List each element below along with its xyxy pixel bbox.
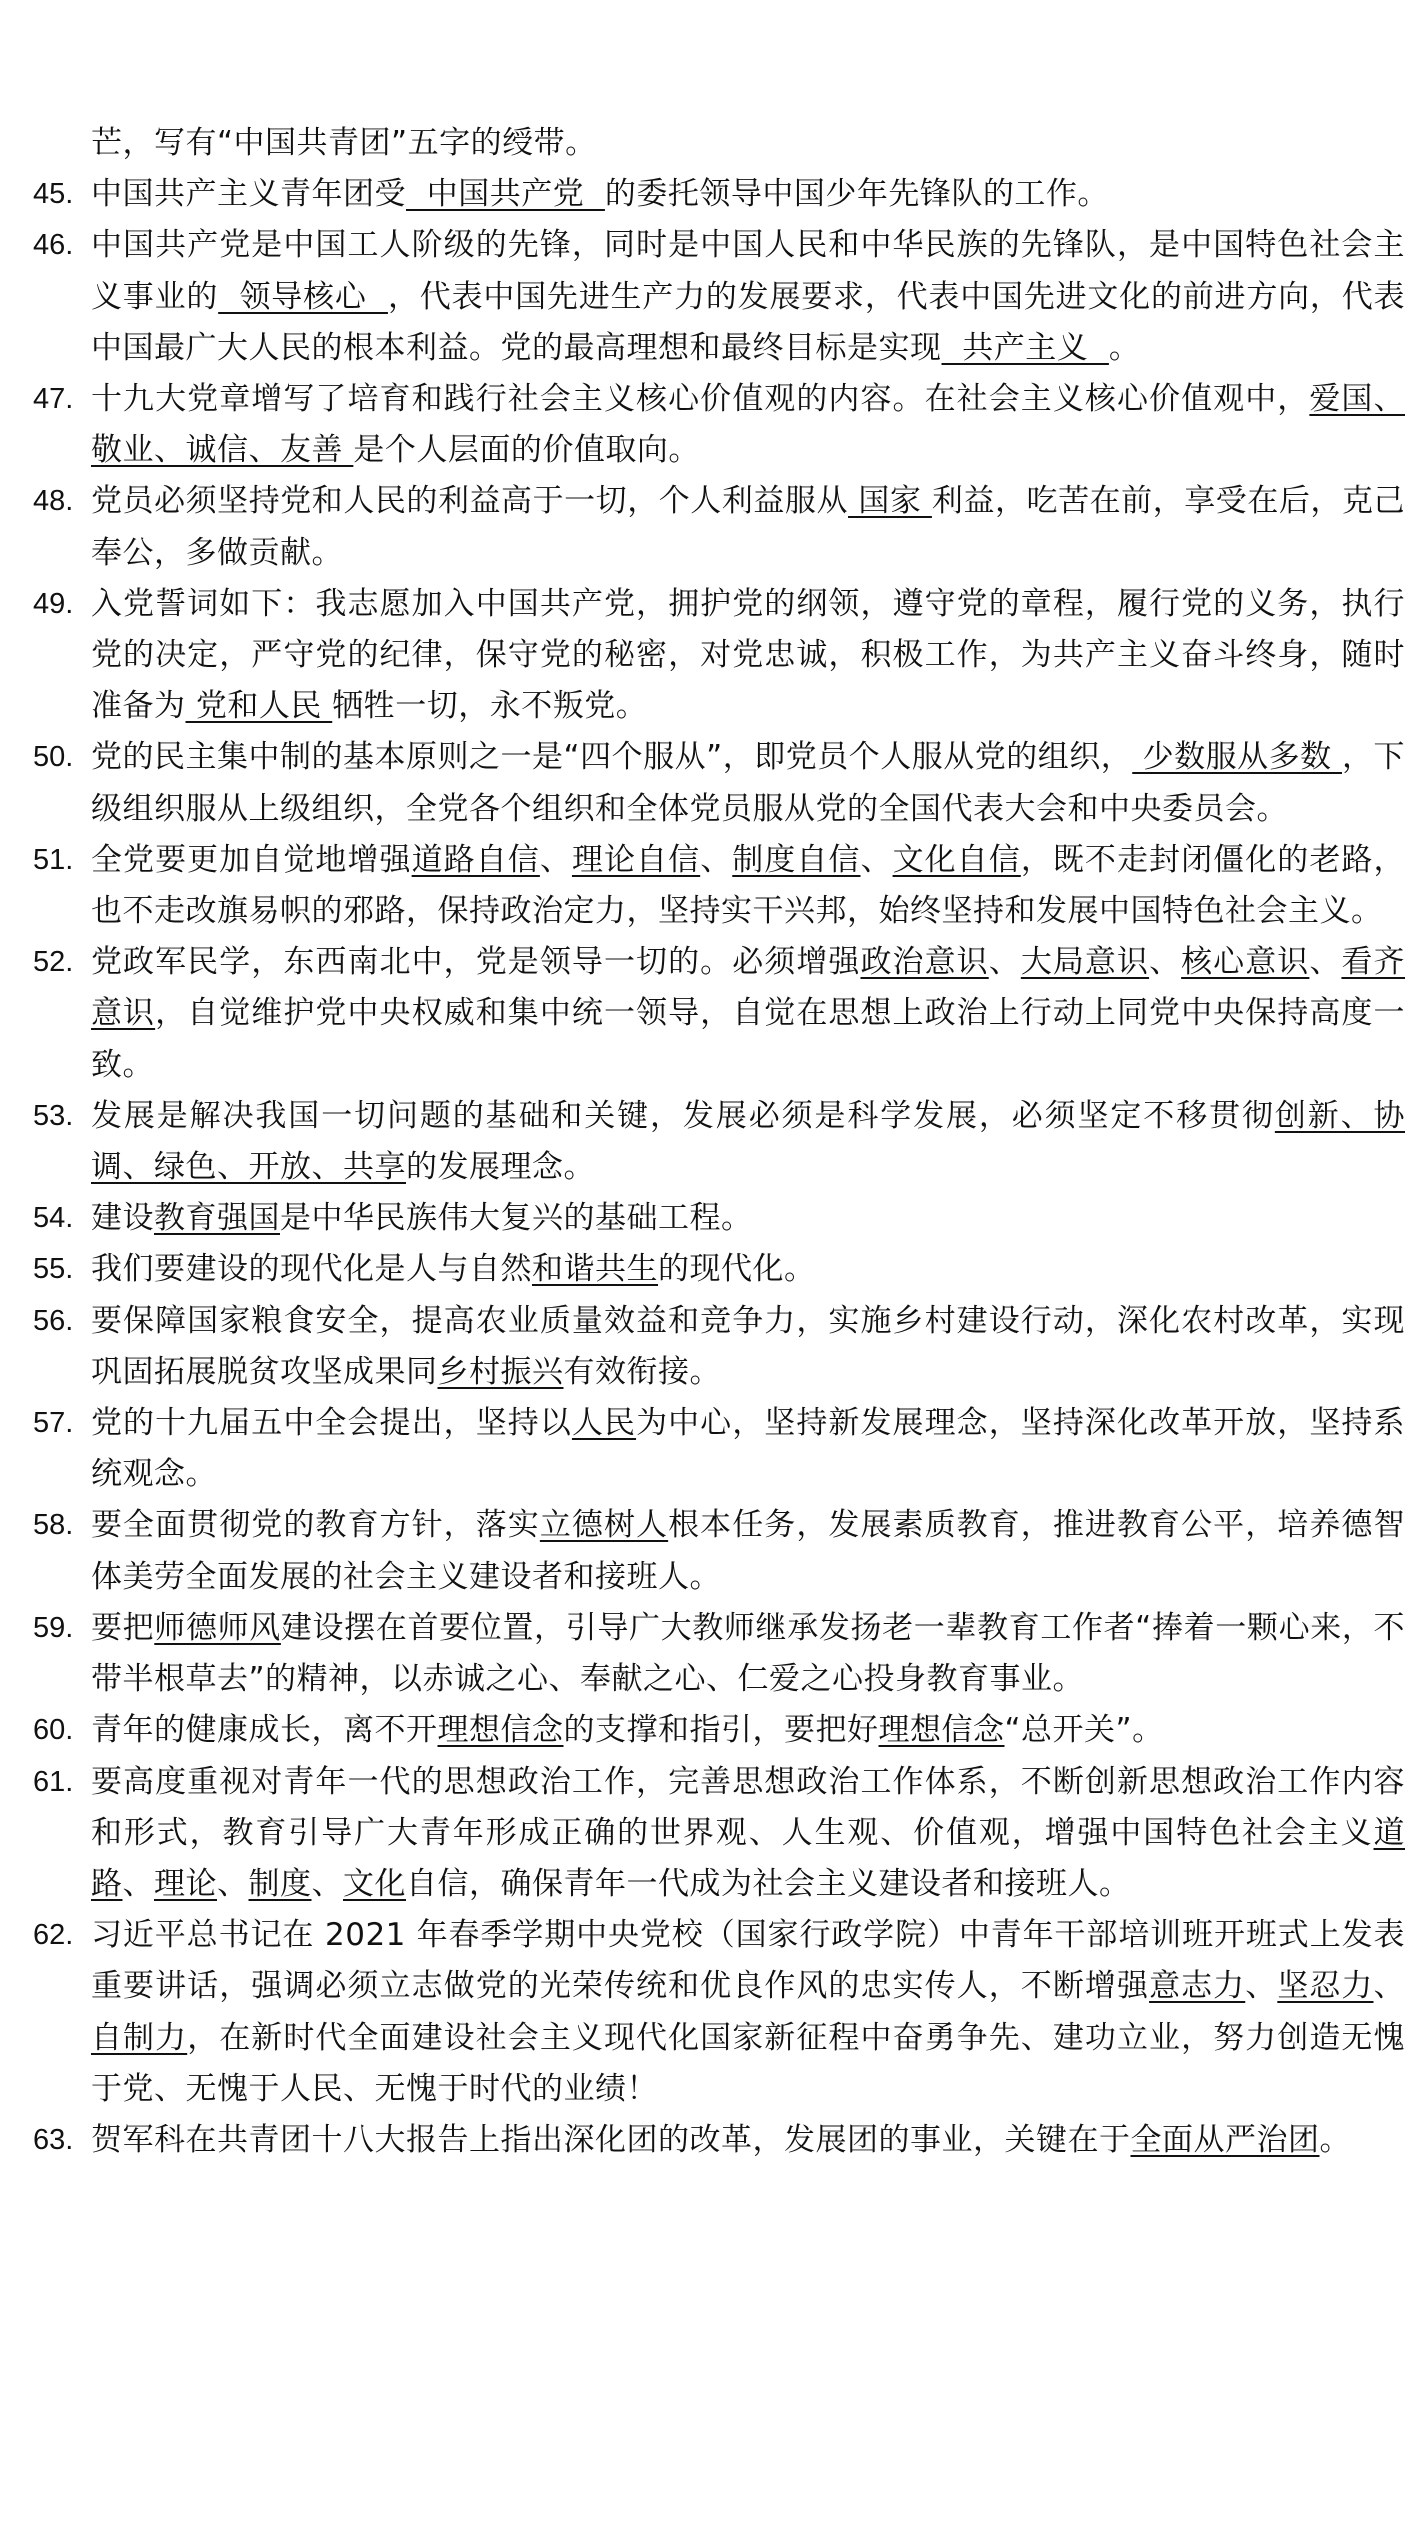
- answer-underlined: 政治意识: [860, 944, 989, 981]
- question-number: 59.: [33, 1611, 74, 1644]
- question-item-52: [0, 937, 1425, 1091]
- question-text: ，在新时代全面建设社会主义现代化国家新征程中奋勇争先、建功立业，努力创造无愧于党、无愧于人民、无愧于时代的业绩！: [91, 2019, 1405, 2107]
- question-text: 要保障国家粮食安全，提高农业质量效益和竞争力，实施乡村建设行动，深化农村改革，实现巩固拓展脱贫攻坚成果同: [91, 1302, 1405, 1390]
- answer-underlined: 共产主义: [941, 329, 1109, 366]
- answer-underlined: 核心意识: [1181, 944, 1310, 981]
- answer-underlined: 看齐意识: [91, 944, 1405, 1032]
- answer-underlined: 理论: [154, 1865, 217, 1902]
- question-text: 十九大党章增写了培育和践行社会主义核心价值观的内容。在社会主义核心价值观中，: [91, 381, 1310, 418]
- question-text: 的现代化。: [658, 1251, 816, 1288]
- question-text: 党政军民学，东西南北中，党是领导一切的。必须增强: [91, 944, 861, 981]
- question-number: 56.: [33, 1304, 74, 1337]
- question-item-60: [0, 1705, 1425, 1756]
- answer-underlined: 道路: [91, 1814, 1405, 1902]
- answer-underlined: 爱国、敬业、诚信、友善: [91, 381, 1405, 469]
- question-text: 自信，确保青年一代成为社会主义建设者和接班人。: [406, 1865, 1131, 1902]
- question-text: 党员必须坚持党和人民的利益高于一切，个人利益服从: [91, 483, 849, 520]
- answer-underlined: 自制力: [91, 2019, 188, 2056]
- question-item-51: [0, 835, 1425, 937]
- question-item-56: [0, 1296, 1425, 1398]
- question-item-45: [0, 169, 1425, 220]
- answer-underlined: 意志力: [1149, 1968, 1246, 2005]
- answer-underlined: 人民: [571, 1405, 637, 1442]
- question-text: “总开关”。: [1004, 1712, 1164, 1749]
- answer-underlined: 坚忍力: [1277, 1968, 1374, 2005]
- answer-underlined: 大局意识: [1020, 944, 1150, 981]
- question-item-59: [0, 1603, 1425, 1705]
- question-text: 要全面贯彻党的教育方针，落实: [91, 1507, 540, 1544]
- question-text: ，自觉维护党中央权威和集中统一领导，自觉在思想上政治上行动上同党中央保持高度一致。: [91, 995, 1405, 1083]
- question-text: 我们要建设的现代化是人与自然: [91, 1251, 532, 1288]
- question-text: 、: [1149, 944, 1182, 981]
- question-text: 的发展理念。: [406, 1149, 595, 1186]
- question-number: 61.: [33, 1765, 74, 1798]
- question-number: 46.: [33, 229, 74, 262]
- question-text: 、: [122, 1865, 154, 1902]
- question-number: 53.: [33, 1099, 74, 1132]
- answer-underlined: 乡村振兴: [437, 1353, 564, 1390]
- answer-underlined: 少数服从多数: [1132, 739, 1342, 776]
- question-text: 、: [311, 1865, 343, 1902]
- question-text: 。: [1319, 2121, 1351, 2158]
- question-number: 49.: [33, 587, 74, 620]
- question-text: 。: [1108, 329, 1141, 366]
- question-text: 、: [1245, 1968, 1278, 2005]
- question-item-47: [0, 374, 1425, 476]
- question-number: 62.: [33, 1919, 74, 1952]
- question-text: 根本任务，发展素质教育，推进教育公平，培养德智体美劳全面发展的社会主义建设者和接班人。: [91, 1507, 1405, 1595]
- question-item-46: [0, 220, 1425, 374]
- question-text: 是中华民族伟大复兴的基础工程。: [280, 1200, 753, 1237]
- question-text: 入党誓词如下：我志愿加入中国共产党，拥护党的纲领，遵守党的章程，履行党的义务，执行党的决定，严守党的纪律，保守党的秘密，对党忠诚，积极工作，为共产主义奋斗终身，随时准备为: [91, 585, 1405, 725]
- question-item-57: [0, 1398, 1425, 1500]
- question-text: 的支撑和指引，要把好: [563, 1712, 879, 1749]
- answer-underlined: 全面从严治团: [1130, 2121, 1320, 2158]
- question-number: 54.: [33, 1202, 74, 1235]
- question-item-63: [0, 2115, 1425, 2166]
- question-text: 芒，写有“中国共青团”五字的绶带。: [91, 125, 597, 161]
- answer-underlined: 党和人民: [185, 688, 333, 725]
- question-text: 、: [1309, 944, 1342, 981]
- answer-underlined: 师德师风: [154, 1609, 281, 1646]
- question-text: 为中心，坚持新发展理念，坚持深化改革开放，坚持系统观念。: [91, 1405, 1405, 1493]
- question-text: 中国共产党是中国工人阶级的先锋，同时是中国人民和中华民族的先锋队，是中国特色社会主义事业的: [91, 227, 1405, 315]
- question-text: 要高度重视对青年一代的思想政治工作，完善思想政治工作体系，不断创新思想政治工作内容和形式，教育引导广大青年形成正确的世界观、人生观、价值观，增强中国特色社会主义: [91, 1763, 1405, 1851]
- question-text: ，既不走封闭僵化的老路，也不走改旗易帜的邪路，保持政治定力，坚持实干兴邦，始终坚持和发展中国特色社会主义。: [91, 841, 1405, 930]
- question-text: 习近平总书记在 2021 年春季学期中央党校（国家行政学院）中青年干部培训班开班式上发表重要讲话，强调必须立志做党的光荣传统和优良作风的忠实传人，不断增强: [91, 1917, 1405, 2005]
- question-text: 建设: [91, 1200, 154, 1237]
- question-text: 是个人层面的价值取向。: [353, 432, 700, 469]
- question-text: 青年的健康成长，离不开: [91, 1712, 438, 1749]
- question-text: 、: [1373, 1968, 1405, 2005]
- answer-underlined: 文化: [343, 1865, 406, 1902]
- question-number: 45.: [33, 178, 74, 211]
- question-item-48: [0, 476, 1425, 578]
- question-number: 50.: [33, 741, 74, 774]
- question-item-50: [0, 732, 1425, 834]
- question-text: 、: [539, 841, 572, 878]
- question-text: 贺军科在共青团十八大报告上指出深化团的改革，发展团的事业，关键在于: [91, 2121, 1131, 2158]
- question-item-62: [0, 1910, 1425, 2115]
- question-text: 全党要更加自觉地增强: [91, 841, 412, 878]
- question-text: 要把: [91, 1609, 155, 1646]
- question-text: 发展是解决我国一切问题的基础和关键，发展必须是科学发展，必须坚定不移贯彻: [91, 1097, 1275, 1134]
- answer-underlined: 制度自信: [732, 841, 861, 878]
- question-text: 、: [217, 1865, 249, 1902]
- answer-underlined: 理想信念: [437, 1712, 564, 1749]
- question-text: 、: [860, 841, 893, 878]
- question-text: 、: [988, 944, 1021, 981]
- question-number: 48.: [33, 485, 74, 518]
- answer-underlined: 理论自信: [571, 841, 701, 878]
- document-page: [0, 118, 1425, 2166]
- question-item-53: [0, 1091, 1425, 1193]
- answer-underlined: 领导核心: [218, 278, 388, 315]
- answer-underlined: 制度: [248, 1865, 312, 1902]
- answer-underlined: 教育强国: [154, 1200, 280, 1237]
- question-text: 牺牲一切，永不叛党。: [332, 688, 648, 725]
- answer-underlined: 道路自信: [411, 841, 540, 878]
- question-number: 55.: [33, 1253, 74, 1286]
- question-text: 、: [700, 841, 733, 878]
- question-text: 党的民主集中制的基本原则之一是“四个服从”，即党员个人服从党的组织，: [91, 739, 1133, 776]
- answer-underlined: 创新、协调、绿色、开放、共享: [91, 1097, 1405, 1186]
- question-text: ，代表中国先进生产力的发展要求，代表中国先进文化的前进方向，代表中国最广大人民的根本利益。党的最高理想和最终目标是实现: [91, 278, 1406, 366]
- question-number: 60.: [33, 1714, 74, 1747]
- question-number: 47.: [33, 383, 74, 416]
- question-text: 建设摆在首要位置，引导广大教师继承发扬老一辈教育工作者“捧着一颗心来，不带半根草去”的精神，以赤诚之心、奉献之心、仁爱之心投身教育事业。: [91, 1609, 1406, 1698]
- answer-underlined: 中国共产党: [406, 176, 605, 213]
- question-text: 的委托领导中国少年先锋队的工作。: [604, 176, 1109, 213]
- question-text: ，下级组织服从上级组织，全党各个组织和全体党员服从党的全国代表大会和中央委员会。: [91, 739, 1406, 827]
- question-text: 中国共产主义青年团受: [91, 176, 406, 213]
- question-item-49: [0, 579, 1425, 733]
- answer-underlined: 理想信念: [878, 1712, 1005, 1749]
- question-item-54: [0, 1193, 1425, 1244]
- question-number: 52.: [33, 946, 74, 979]
- question-number: 58.: [33, 1509, 74, 1542]
- question-item-55: [0, 1244, 1425, 1295]
- question-text: 利益，吃苦在前，享受在后，克己奉公，多做贡献。: [91, 483, 1405, 571]
- answer-underlined: 立德树人: [539, 1507, 669, 1544]
- answer-underlined: 国家: [848, 483, 932, 520]
- question-number: 57.: [33, 1407, 74, 1440]
- answer-underlined: 文化自信: [892, 841, 1021, 878]
- question-text: 有效衔接。: [563, 1353, 721, 1390]
- question-number: 51.: [33, 843, 74, 876]
- question-item-61: [0, 1757, 1425, 1911]
- question-text: 党的十九届五中全会提出，坚持以: [91, 1405, 572, 1442]
- question-number: 63.: [33, 2123, 74, 2156]
- answer-underlined: 和谐共生: [532, 1251, 658, 1288]
- question-item-44: [0, 118, 1425, 169]
- question-item-58: [0, 1500, 1425, 1602]
